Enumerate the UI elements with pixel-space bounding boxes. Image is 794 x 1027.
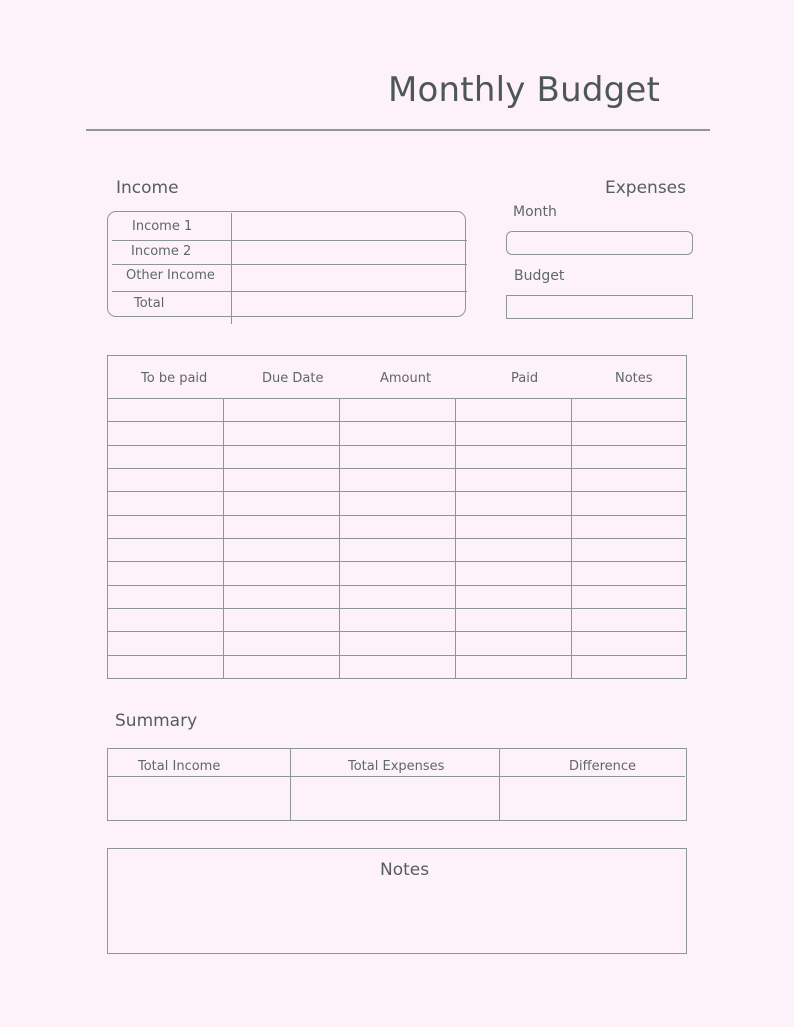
table-cell[interactable] bbox=[572, 586, 687, 608]
table-cell[interactable] bbox=[572, 539, 687, 561]
table-cell[interactable] bbox=[224, 586, 339, 608]
table-cell[interactable] bbox=[340, 399, 455, 421]
table-cell[interactable] bbox=[108, 516, 223, 538]
table-cell[interactable] bbox=[340, 469, 455, 491]
table-cell[interactable] bbox=[108, 422, 223, 445]
table-cell[interactable] bbox=[456, 399, 571, 421]
table-cell[interactable] bbox=[456, 562, 571, 585]
table-cell[interactable] bbox=[108, 492, 223, 515]
table-cell[interactable] bbox=[456, 492, 571, 515]
summary-column-header: Total Expenses bbox=[348, 759, 445, 774]
title-divider bbox=[86, 129, 710, 131]
difference-cell[interactable] bbox=[500, 777, 686, 820]
table-cell[interactable] bbox=[340, 632, 455, 655]
month-label: Month bbox=[513, 204, 557, 220]
table-cell[interactable] bbox=[572, 516, 687, 538]
table-cell[interactable] bbox=[572, 609, 687, 631]
income-row-label: Other Income bbox=[126, 268, 215, 283]
column-header: To be paid bbox=[141, 371, 208, 386]
table-cell[interactable] bbox=[456, 516, 571, 538]
table-cell[interactable] bbox=[340, 516, 455, 538]
table-cell[interactable] bbox=[108, 469, 223, 491]
table-cell[interactable] bbox=[572, 492, 687, 515]
table-cell[interactable] bbox=[108, 399, 223, 421]
table-cell[interactable] bbox=[224, 609, 339, 631]
notes-heading: Notes bbox=[380, 860, 430, 880]
table-cell[interactable] bbox=[456, 539, 571, 561]
table-cell[interactable] bbox=[340, 539, 455, 561]
total-income-cell[interactable] bbox=[108, 777, 290, 820]
table-cell[interactable] bbox=[572, 632, 687, 655]
table-cell[interactable] bbox=[456, 469, 571, 491]
table-cell[interactable] bbox=[340, 422, 455, 445]
table-cell[interactable] bbox=[108, 609, 223, 631]
column-header: Amount bbox=[380, 371, 432, 386]
table-cell[interactable] bbox=[224, 632, 339, 655]
table-cell[interactable] bbox=[340, 562, 455, 585]
summary-column-header: Total Income bbox=[138, 759, 221, 774]
income-total-value-field[interactable] bbox=[233, 292, 465, 316]
table-cell[interactable] bbox=[340, 446, 455, 468]
income-2-value-field[interactable] bbox=[233, 241, 465, 264]
income-1-value-field[interactable] bbox=[233, 213, 465, 240]
table-cell[interactable] bbox=[572, 656, 687, 678]
total-expenses-cell[interactable] bbox=[291, 777, 499, 820]
table-cell[interactable] bbox=[108, 632, 223, 655]
month-field[interactable] bbox=[506, 231, 693, 255]
summary-heading: Summary bbox=[115, 711, 198, 731]
table-cell[interactable] bbox=[456, 422, 571, 445]
table-cell[interactable] bbox=[224, 539, 339, 561]
table-cell[interactable] bbox=[456, 656, 571, 678]
table-cell[interactable] bbox=[224, 492, 339, 515]
table-cell[interactable] bbox=[108, 446, 223, 468]
table-cell[interactable] bbox=[572, 399, 687, 421]
page-title: Monthly Budget bbox=[388, 70, 661, 110]
table-cell[interactable] bbox=[224, 446, 339, 468]
table-cell[interactable] bbox=[340, 586, 455, 608]
table-cell[interactable] bbox=[224, 422, 339, 445]
income-row-label: Income 1 bbox=[132, 219, 193, 234]
table-cell[interactable] bbox=[572, 422, 687, 445]
table-cell[interactable] bbox=[456, 609, 571, 631]
table-cell[interactable] bbox=[456, 446, 571, 468]
table-cell[interactable] bbox=[572, 469, 687, 491]
other-income-value-field[interactable] bbox=[233, 265, 465, 291]
expenses-heading: Expenses bbox=[605, 178, 686, 198]
table-cell[interactable] bbox=[224, 656, 339, 678]
summary-column-header: Difference bbox=[569, 759, 637, 774]
income-row-label: Income 2 bbox=[131, 244, 192, 259]
column-header: Notes bbox=[615, 371, 653, 386]
income-heading: Income bbox=[116, 178, 179, 198]
table-cell[interactable] bbox=[108, 562, 223, 585]
column-header: Due Date bbox=[262, 371, 324, 386]
table-cell[interactable] bbox=[340, 609, 455, 631]
table-cell[interactable] bbox=[224, 516, 339, 538]
table-cell[interactable] bbox=[224, 399, 339, 421]
table-cell[interactable] bbox=[108, 656, 223, 678]
column-header: Paid bbox=[511, 371, 539, 386]
table-cell[interactable] bbox=[340, 492, 455, 515]
budget-field[interactable] bbox=[506, 295, 693, 319]
table-cell[interactable] bbox=[224, 562, 339, 585]
table-cell[interactable] bbox=[456, 586, 571, 608]
table-cell[interactable] bbox=[572, 562, 687, 585]
table-cell[interactable] bbox=[108, 586, 223, 608]
table-cell[interactable] bbox=[572, 446, 687, 468]
table-cell[interactable] bbox=[456, 632, 571, 655]
budget-label: Budget bbox=[514, 268, 565, 284]
income-column-divider bbox=[231, 213, 232, 324]
table-cell[interactable] bbox=[108, 539, 223, 561]
table-cell[interactable] bbox=[224, 469, 339, 491]
table-cell[interactable] bbox=[340, 656, 455, 678]
income-row-label: Total bbox=[134, 296, 165, 311]
